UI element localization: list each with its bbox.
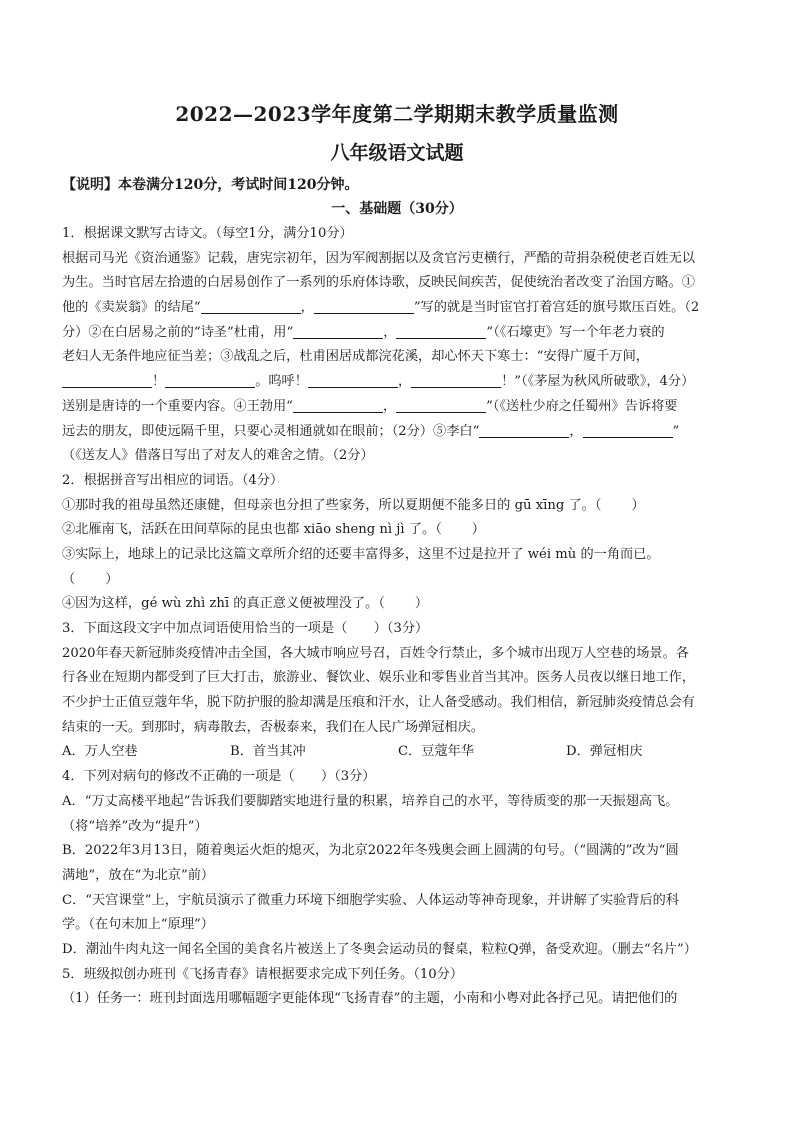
q1-text-part: ， — [383, 324, 397, 340]
q4-option[interactable]: B．2022年3月13日，随着奥运火炬的熄灭，为北京2022年冬残奥会画上圆满的句号。（“圆满的”改为“圆 — [62, 843, 679, 859]
q5-task: （1）任务一：班刊封面选用哪幅题字更能体现“飞扬青春”的主题，小南和小粤对此各抒己见。请把他们的 — [62, 991, 678, 1007]
answer-blank[interactable] — [201, 299, 301, 314]
q4-option[interactable]: A．“万丈高楼平地起”告诉我们要脚踏实地进行量的积累，培养自己的水平，等待质变的那一天振翅高飞。 — [62, 793, 679, 809]
q2-item — [62, 494, 742, 519]
section-heading: 一、基础题（30分） — [331, 201, 463, 217]
answer-blank[interactable] — [411, 373, 501, 388]
q1-heading: 1．根据课文默写古诗文。（每空1分，满分10分） — [62, 226, 353, 241]
q1-text-part: 送别是唐诗的一个重要内容。④王勃用“ — [62, 398, 293, 414]
q4-option-text: （将“培养”改为“提升”） — [62, 818, 208, 834]
q1-text: 老妇人无条件地应征当差；③战乱之后，杜甫困居成都浣花溪，却心怀天下寒士：“安得广厦千万间， — [62, 349, 649, 365]
q1-text: 为生。当时官居左拾遗的白居易创作了一系列的乐府体诗歌，反映民间疾苦，促使统治者改变了治国方略。① — [62, 275, 695, 291]
q2-text-part: ） — [471, 522, 485, 538]
q1-text — [62, 321, 742, 346]
q1-text-part: 。呜呼！ — [255, 374, 308, 390]
option-c[interactable]: C．豆蔻年华 — [398, 744, 475, 760]
answer-blank[interactable] — [62, 373, 152, 388]
q4-option-text: 学。（在句末加上“原理”） — [62, 917, 214, 933]
q2-item — [62, 518, 742, 543]
option-b[interactable]: B．首当其冲 — [230, 744, 306, 760]
q1-text-part: ”（《送杜少府之任蜀州》告诉将要 — [486, 398, 678, 414]
q1-text — [62, 296, 742, 321]
q2-text-part: ） — [631, 497, 645, 513]
answer-blank[interactable] — [293, 324, 383, 339]
q2-item: ③实际上，地球上的记录比这篇文章所介绍的还要丰富得多，这里不过是拉开了 wéi mù 的一角而已。 — [62, 546, 660, 562]
answer-blank[interactable] — [396, 324, 486, 339]
answer-blank[interactable] — [479, 423, 569, 438]
answer-blank[interactable] — [308, 373, 398, 388]
q1-text: 根据司马光《资治通鉴》记载，唐宪宗初年，因为军阀割据以及贪官污吏横行，严酷的苛捐杂税使老百姓无以 — [62, 250, 695, 266]
exam-body — [62, 222, 742, 1012]
q2-text-part: （ — [62, 571, 76, 587]
q3-passage: 不少护士正值豆蔻年华，脱下防护服的脸却满是压痕和汗水，让人备受感动。我们相信，新冠肺炎疫情总会有 — [62, 695, 695, 711]
q1-text-part: ”写的就是当时宦官打着宫廷的旗号欺压百姓。（2 — [413, 300, 700, 316]
q2-text-part: ①那时我的祖母虽然还康健，但母亲也分担了些家务，所以夏期便不能多日的 gū xīng 了。（ — [62, 497, 602, 513]
q3-passage: 结束的一天。到那时，病毒散去，否极泰来，我们在人民广场弹冠相庆。 — [62, 719, 484, 735]
q1-text — [62, 395, 742, 420]
q1-text-part: ”（《石壕吏》写一个年老力衰的 — [486, 324, 665, 340]
answer-blank[interactable] — [396, 398, 486, 413]
q4-heading: 4．下列对病句的修改不正确的一项是（ ）（3分） — [62, 769, 376, 785]
q1-text-part: ， — [397, 374, 412, 390]
q4-option-text: 满地”，放在“为北京”前） — [62, 867, 215, 883]
q1-text-part: ， — [382, 398, 397, 414]
exam-note: 【说明】本卷满分120分，考试时间120分钟。 — [62, 177, 359, 193]
q3-passage: 行各业在短期内都受到了巨大打击，旅游业、餐饮业、娱乐业和零售业首当其冲。医务人员夜以继日地工作， — [62, 670, 695, 686]
q1-text-part: ！”（《茅屋为秋风所破歌》，4分） — [501, 374, 695, 390]
answer-blank[interactable] — [314, 299, 414, 314]
q1-text-part: ！ — [152, 374, 166, 390]
q1-text-part: ” — [672, 423, 680, 439]
q1-text-part: ， — [300, 300, 314, 316]
exam-title: 2022—2023学年度第二学期期末教学质量监测 — [175, 102, 619, 126]
q1-text-part: 他的《卖炭翁》的结尾“ — [62, 300, 201, 316]
q2-item — [62, 568, 742, 593]
option-d[interactable]: D．弹冠相庆 — [566, 744, 643, 760]
q1-text-part: ， — [569, 423, 583, 439]
q1-text-part: 远去的朋友，即使远隔千里，只要心灵相通就如在眼前；（2分）⑤李白“ — [62, 423, 480, 439]
q2-text-part: ） — [105, 571, 119, 587]
q2-text-part: ④因为这样，gé wù zhì zhī 的真正意义便被埋没了。（ — [62, 596, 385, 612]
q3-heading: 3．下面这段文字中加点词语使用恰当的一项是（ ）（3分） — [62, 621, 429, 636]
q2-heading: 2．根据拼音写出相应的词语。（4分） — [62, 472, 284, 488]
q5-heading: 5．班级拟创办班刊《飞扬青春》请根据要求完成下列任务。（10分） — [62, 966, 464, 982]
q1-text-part: 分）②在白居易之前的“诗圣”杜甫，用“ — [62, 324, 294, 340]
q3-options — [62, 740, 742, 765]
q1-text — [62, 420, 742, 445]
q2-item — [62, 592, 742, 617]
q1-text — [62, 370, 742, 395]
answer-blank[interactable] — [293, 398, 383, 413]
q2-text-part: ） — [414, 596, 429, 612]
answer-blank[interactable] — [165, 373, 255, 388]
option-a[interactable]: A．万人空巷 — [62, 744, 138, 760]
q2-text-part: ②北雁南飞，活跃在田间草际的昆虫也都 xiāo sheng nì jì 了。（ — [62, 522, 442, 538]
q3-passage: 2020年春天新冠肺炎疫情冲击全国，各大城市响应号召，百姓令行禁止，多个城市出现万人空巷的场景。各 — [62, 645, 689, 661]
q1-text: （《送友人》借落日写出了对友人的难舍之情。（2分） — [62, 448, 374, 464]
exam-subtitle: 八年级语文试题 — [330, 142, 464, 164]
q4-option[interactable]: D．潮汕牛肉丸这一闻名全国的美食名片被送上了冬奥会运动员的餐桌，粒粒Q弹，备受欢迎。（删去“名片”） — [62, 941, 697, 957]
answer-blank[interactable] — [583, 423, 673, 438]
q4-option[interactable]: C．“天宫课堂”上，宇航员演示了微重力环境下细胞学实验、人体运动等神奇现象，并讲解了实验背后的科 — [62, 892, 680, 908]
